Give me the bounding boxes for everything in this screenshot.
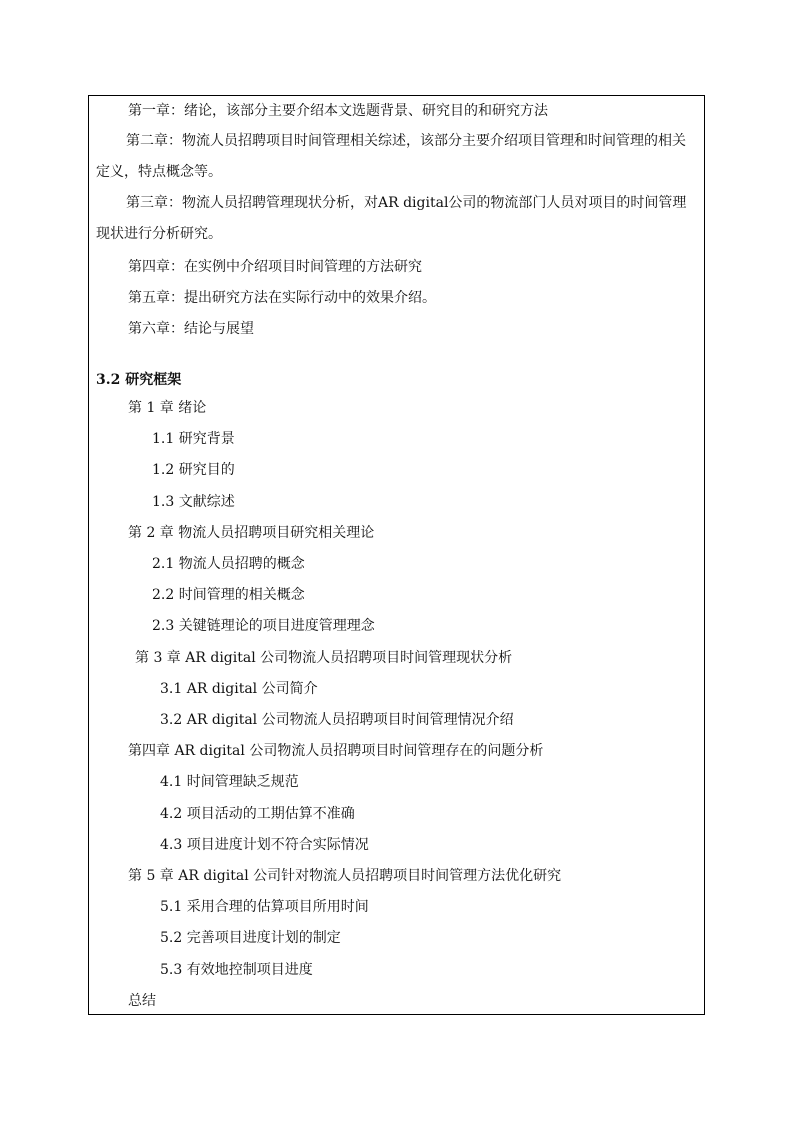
outline-chapter: 第 5 章 AR digital 公司针对物流人员招聘项目时间管理方法优化研究	[128, 868, 562, 884]
outline-section: 4.2 项目活动的工期估算不准确	[160, 806, 355, 822]
outline-section: 3.1 AR digital 公司简介	[160, 681, 318, 697]
outline-chapter: 第四章 AR digital 公司物流人员招聘项目时间管理存在的问题分析	[128, 743, 544, 759]
intro-chapter-6: 第六章：结论与展望	[128, 321, 254, 337]
outline-section: 2.3 关键链理论的项目进度管理理念	[152, 618, 375, 634]
intro-chapter-2-text: 第二章：物流人员招聘项目时间管理相关综述，该部分主要介绍项目管理和时间管理的相关定义，特点概念等。	[96, 133, 686, 180]
outline-section: 3.2 AR digital 公司物流人员招聘项目时间管理情况介绍	[160, 712, 514, 728]
intro-chapter-5: 第五章：提出研究方法在实际行动中的效果介绍。	[128, 290, 436, 306]
intro-chapter-3-text: 第三章：物流人员招聘管理现状分析，对AR digital公司的物流部门人员对项目的时间管理现状进行分析研究。	[96, 195, 687, 242]
outline-chapter: 第 2 章 物流人员招聘项目研究相关理论	[128, 525, 375, 541]
outline-section: 1.1 研究背景	[152, 431, 235, 447]
outline-chapter: 第 1 章 绪论	[128, 400, 207, 416]
outline-section: 2.1 物流人员招聘的概念	[152, 556, 305, 572]
outline-section: 4.3 项目进度计划不符合实际情况	[160, 837, 369, 853]
outline-conclusion: 总结	[128, 993, 156, 1009]
outline-section: 1.2 研究目的	[152, 462, 235, 478]
section-heading: 3.2 研究框架	[96, 372, 182, 388]
outline-section: 5.1 采用合理的估算项目所用时间	[160, 899, 369, 915]
outline-section: 4.1 时间管理缺乏规范	[160, 774, 299, 790]
intro-chapter-3	[96, 188, 698, 250]
outline-section: 5.3 有效地控制项目进度	[160, 962, 313, 978]
outline-section: 1.3 文献综述	[152, 494, 235, 510]
outline-chapter: 第 3 章 AR digital 公司物流人员招聘项目时间管理现状分析	[135, 650, 513, 666]
intro-chapter-2	[96, 126, 698, 188]
intro-chapter-1: 第一章：绪论，该部分主要介绍本文选题背景、研究目的和研究方法	[128, 103, 548, 119]
intro-chapter-4: 第四章：在实例中介绍项目时间管理的方法研究	[128, 259, 422, 275]
outline-section: 5.2 完善项目进度计划的制定	[160, 930, 341, 946]
outline-section: 2.2 时间管理的相关概念	[152, 587, 305, 603]
